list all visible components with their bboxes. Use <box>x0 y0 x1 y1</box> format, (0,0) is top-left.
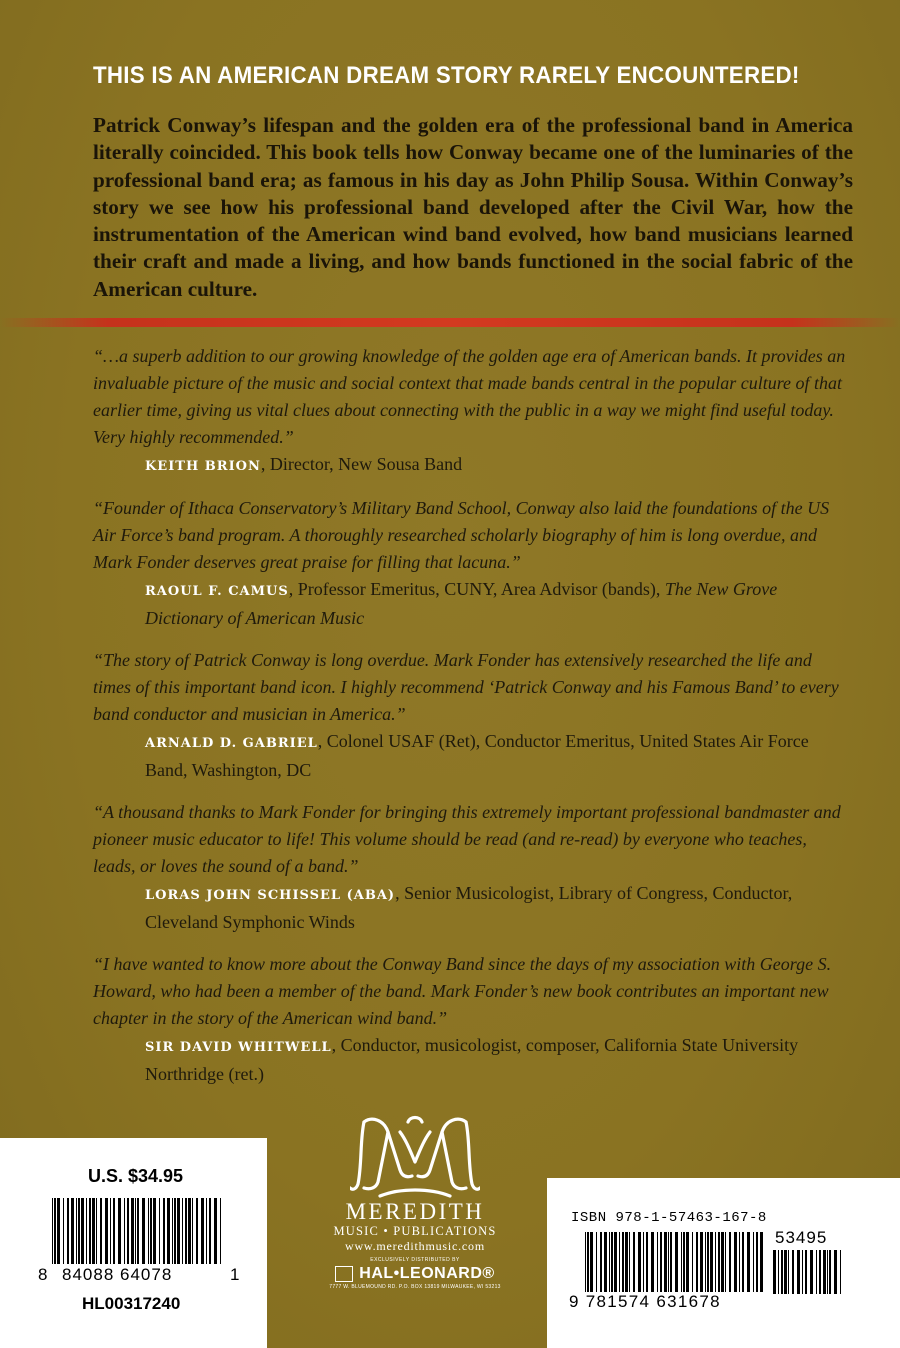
barcode-bar <box>105 1198 108 1264</box>
barcode-bar <box>657 1232 658 1292</box>
hal-leonard-logo <box>300 1265 530 1283</box>
barcode-bar <box>840 1250 841 1294</box>
publisher-name: MEREDITH <box>345 1199 485 1224</box>
quote-author: LORAS JOHN SCHISSEL (ABA) <box>145 888 396 903</box>
barcode-bar <box>739 1232 740 1292</box>
barcode-bar <box>614 1232 617 1292</box>
barcode-bar <box>609 1232 610 1292</box>
barcode-bar <box>192 1198 193 1264</box>
sku-number: HL00317240 <box>82 1294 181 1313</box>
barcode-bar <box>625 1232 628 1292</box>
barcode-bar <box>110 1198 111 1264</box>
barcode-bar <box>587 1232 589 1292</box>
barcode-bar <box>86 1198 87 1264</box>
distributor-note: EXCLUSIVELY DISTRIBUTED BY <box>370 1257 460 1263</box>
barcode-bar <box>78 1198 80 1264</box>
barcode-bar <box>692 1232 693 1292</box>
barcode-bar <box>100 1198 102 1264</box>
barcode-bar <box>643 1232 644 1292</box>
barcode-bar <box>784 1250 787 1294</box>
quote-block-5 <box>93 951 853 1088</box>
upc-left-digit: 8 <box>38 1265 48 1284</box>
barcode-bar <box>760 1232 763 1292</box>
barcode-bar <box>167 1198 170 1264</box>
barcode-bar <box>781 1250 783 1294</box>
barcode-bar <box>206 1198 207 1264</box>
isbn-label: ISBN 978-1-57463-167-8 <box>571 1210 767 1226</box>
barcode-bar <box>827 1250 828 1294</box>
barcode-bar <box>638 1232 641 1292</box>
isbn-addon-barcode <box>773 1250 845 1294</box>
barcode-bar <box>150 1198 152 1264</box>
quote-author-role: , Senior Musicologist, Library of Congress, Conductor, Cleveland Symphonic Winds <box>145 883 793 932</box>
barcode-bar <box>718 1232 720 1292</box>
barcode-bar <box>681 1232 682 1292</box>
barcode-bar <box>797 1250 800 1294</box>
barcode-bar <box>778 1250 779 1294</box>
barcode-bar <box>805 1250 807 1294</box>
barcode-bar <box>188 1198 191 1264</box>
barcode-bar <box>683 1232 685 1292</box>
barcode-bar <box>201 1198 204 1264</box>
publisher-url: www.meredithmusic.com <box>345 1239 485 1253</box>
barcode-bar <box>734 1232 737 1292</box>
isbn-addon-number: 53495 <box>775 1228 828 1247</box>
barcode-bar <box>54 1198 56 1264</box>
barcode-bar <box>686 1232 689 1292</box>
quote-block-2 <box>93 495 853 632</box>
barcode-bar <box>96 1198 97 1264</box>
barcode-bar <box>660 1232 662 1292</box>
quote-block-4 <box>93 799 853 936</box>
barcode-bar <box>823 1250 826 1294</box>
barcode-bar <box>153 1198 156 1264</box>
barcode-bar <box>611 1232 613 1292</box>
price-barcode-box <box>0 1138 267 1348</box>
publisher-subtitle: MUSIC • PUBLICATIONS <box>333 1224 497 1238</box>
quote-block-3 <box>93 647 853 784</box>
barcode-bar <box>742 1232 744 1292</box>
barcode-bar <box>715 1232 716 1292</box>
barcode-bar <box>124 1198 125 1264</box>
distributor-name: HAL•LEONARD® <box>359 1265 495 1282</box>
distributor-address: 7777 W. BLUEMOUND RD. P.O. BOX 13819 MILWAUKEE, WI 53213 <box>329 1284 501 1290</box>
barcode-bar <box>747 1232 750 1292</box>
barcode-bar <box>664 1232 667 1292</box>
barcode-bar <box>696 1232 698 1292</box>
barcode-bar <box>220 1198 221 1264</box>
barcode-bar <box>604 1232 607 1292</box>
barcode-bar <box>819 1250 821 1294</box>
barcode-bar <box>196 1198 198 1264</box>
quote-attribution <box>145 880 853 936</box>
barcode-bar <box>177 1198 180 1264</box>
barcode-bar <box>214 1198 217 1264</box>
quote-author-role: , Professor Emeritus, CUNY, Area Advisor (bands), <box>288 579 665 599</box>
barcode-bar <box>137 1198 139 1264</box>
upc-middle-digits: 84088 64078 <box>62 1265 173 1284</box>
upc-barcode <box>52 1198 224 1264</box>
barcode-bar <box>622 1232 624 1292</box>
upc-right-digit: 1 <box>230 1265 240 1284</box>
quote-text: “I have wanted to know more about the Conway Band since the days of my association with George S. Howard, who had been a member of the band. Mark Fonder’s new book contributes an important new chapter in the story of the American wind band.” <box>93 954 832 1028</box>
barcode-bar <box>651 1232 654 1292</box>
quote-attribution <box>145 576 853 632</box>
barcode-bar <box>600 1232 602 1292</box>
barcode-bar <box>142 1198 145 1264</box>
barcode-bar <box>172 1198 173 1264</box>
isbn-barcode <box>585 1232 767 1292</box>
barcode-bar <box>131 1198 134 1264</box>
barcode-bar <box>596 1232 597 1292</box>
barcode-bar <box>829 1250 831 1294</box>
quote-text: “A thousand thanks to Mark Fonder for bringing this extremely important professional bandmaster and pioneer music educator to life! This volume should be read (and re-read) by everyone who teaches, leads, or loves the sound of a band.” <box>93 802 841 876</box>
barcode-bar <box>756 1232 758 1292</box>
barcode-bar <box>675 1232 678 1292</box>
barcode-bar <box>185 1198 187 1264</box>
barcode-bar <box>646 1232 648 1292</box>
quote-author: KEITH BRION <box>145 459 261 474</box>
barcode-bar <box>816 1250 817 1294</box>
barcode-bar <box>174 1198 176 1264</box>
quote-author-role: , Colonel USAF (Ret), Conductor Emeritus, United States Air Force Band, Washington, DC <box>145 731 809 780</box>
quote-author-role-italic: The New Grove Dictionary of American Music <box>145 579 778 628</box>
barcode-bar <box>810 1250 813 1294</box>
barcode-bar <box>633 1232 635 1292</box>
barcode-bar <box>63 1198 64 1264</box>
quote-text: “Founder of Ithaca Conservatory’s Military Band School, Conway also laid the foundations of the US Air Force’s band program. A thoroughly researched scholarly biography of him is long overdue, and Mark Fonder deserves great praise for filling that lacuna.” <box>93 498 830 572</box>
quote-author: SIR DAVID WHITWELL <box>145 1040 332 1055</box>
barcode-bar <box>629 1232 630 1292</box>
quote-text: “The story of Patrick Conway is long overdue. Mark Fonder has extensively researched the life and times of this important band icon. I highly recommend ‘Patrick Conway and his Famous Band’ to every band conductor and musician in America.” <box>93 650 839 724</box>
barcode-bar <box>89 1198 91 1264</box>
price-label: U.S. $34.95 <box>88 1166 184 1186</box>
ean-number: 9 781574 631678 <box>569 1292 721 1311</box>
barcode-bar <box>700 1232 703 1292</box>
barcode-bar <box>57 1198 60 1264</box>
hal-leonard-icon <box>335 1266 353 1282</box>
barcode-bar <box>67 1198 69 1264</box>
barcode-bar <box>113 1198 115 1264</box>
barcode-bar <box>81 1198 84 1264</box>
barcode-bar <box>802 1250 803 1294</box>
quote-attribution <box>145 728 853 784</box>
intro-paragraph: Patrick Conway’s lifespan and the golden era of the professional band in America literally coincided. This book tells how Conway became one of the luminaries of the professional band era; as famous in his day as John Philip Sousa. Within Conway’s story we see how his professional band developed after the Civil War, how the instrumentation of the American wind band evolved, how band musicians learned their craft and made a living, and how bands functioned in the social fabric of the American culture. <box>93 113 853 301</box>
publisher-logo <box>300 1110 530 1291</box>
headline: THIS IS AN AMERICAN DREAM STORY RARELY ENCOUNTERED! <box>93 62 800 89</box>
quote-block-1 <box>93 343 853 480</box>
barcode-bar <box>773 1250 776 1294</box>
barcode-bar <box>209 1198 211 1264</box>
barcode-bar <box>721 1232 724 1292</box>
barcode-bar <box>753 1232 754 1292</box>
barcode-bar <box>834 1250 837 1294</box>
quote-attribution <box>145 1032 853 1088</box>
barcode-bar <box>725 1232 726 1292</box>
barcode-bar <box>705 1232 706 1292</box>
quote-attribution <box>145 451 853 480</box>
barcode-bar <box>590 1232 593 1292</box>
barcode-bar <box>729 1232 731 1292</box>
barcode-bar <box>118 1198 121 1264</box>
meredith-mm-logo-icon <box>350 1110 480 1198</box>
quote-author: ARNALD D. GABRIEL <box>145 736 318 751</box>
barcode-bar <box>788 1250 789 1294</box>
barcode-bar <box>159 1198 160 1264</box>
barcode-bar <box>163 1198 165 1264</box>
barcode-bar <box>182 1198 183 1264</box>
barcode-bar <box>92 1198 95 1264</box>
barcode-bar <box>52 1198 53 1264</box>
barcode-bar <box>71 1198 74 1264</box>
barcode-bar <box>148 1198 149 1264</box>
barcode-bar <box>127 1198 129 1264</box>
isbn-barcode-box <box>547 1178 900 1348</box>
quote-author: RAOUL F. CAMUS <box>145 584 289 599</box>
barcode-bar <box>585 1232 586 1292</box>
quote-author-role: , Director, New Sousa Band <box>260 454 463 474</box>
barcode-bar <box>619 1232 620 1292</box>
barcode-bar <box>76 1198 77 1264</box>
quote-author-role: , Conductor, musicologist, composer, California State University Northridge (ret.) <box>145 1035 799 1084</box>
quote-text: “…a superb addition to our growing knowledge of the golden age era of American bands. It provides an invaluable picture of the music and social context that made bands central in the popular culture of that earlier time, giving us vital clues about connecting with the public in a way we might find useful today. Very highly recommended.” <box>93 346 846 447</box>
barcode-bar <box>707 1232 709 1292</box>
barcode-bar <box>792 1250 794 1294</box>
barcode-bar <box>710 1232 713 1292</box>
barcode-bar <box>670 1232 672 1292</box>
red-divider <box>0 318 900 327</box>
barcode-bar <box>668 1232 669 1292</box>
barcode-bar <box>135 1198 136 1264</box>
